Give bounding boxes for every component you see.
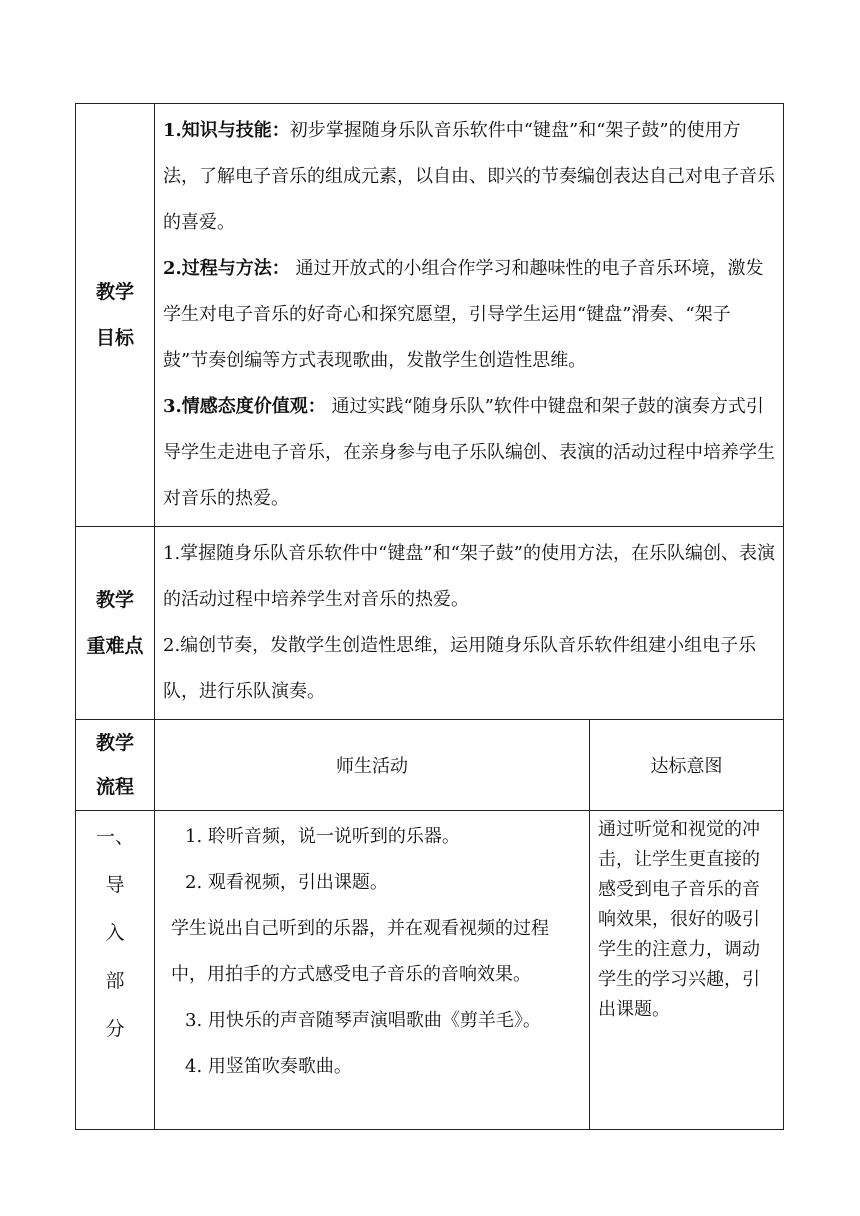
key-points-content (155, 527, 784, 720)
activity-step: 2. 观看视频，引出课题。 (185, 872, 388, 893)
activity-column-header: 师生活动 (155, 720, 590, 811)
objective-attitude: 3.情感态度价值观： 通过实践“随身乐队”软件中键盘和架子鼓的演奏方式引导学生走进电子音乐，在亲身参与电子乐队编创、表演的活动过程中培养学生对音乐的热爱。 (163, 396, 775, 509)
activity-step: 1. 聆听音频，说一说听到的乐器。 (185, 826, 460, 847)
objectives-row (76, 104, 784, 527)
objective-process: 2.过程与方法： 通过开放式的小组合作学习和趣味性的电子音乐环境，激发学生对电子音乐的好奇心和探究愿望，引导学生运用“键盘”滑奏、“架子鼓”节奏创编等方式表现歌曲，发散学生创造性思维。 (163, 258, 764, 371)
activity-step: 4. 用竖笛吹奏歌曲。 (185, 1056, 352, 1077)
intro-section-row (76, 811, 784, 1130)
process-label: 教学 流程 (76, 720, 155, 811)
intro-activities (155, 811, 590, 1130)
intro-intent: 通过听觉和视觉的冲击，让学生更直接的感受到电子音乐的音响效果，很好的吸引学生的注意力，调动学生的学习兴趣，引出课题。 (590, 811, 784, 1130)
intro-stage-label: 一、 导 入 部 分 (76, 811, 155, 1130)
activity-step: 学生说出自己听到的乐器，并在观看视频的过程中，用拍手的方式感受电子音乐的音响效果。 (171, 918, 549, 985)
key-point-1: 1.掌握随身乐队音乐软件中“键盘”和“架子鼓”的使用方法，在乐队编创、表演的活动过程中培养学生对音乐的热爱。 (163, 543, 775, 610)
objective-knowledge: 1.知识与技能：初步掌握随身乐队音乐软件中“键盘”和“架子鼓”的使用方法，了解电子音乐的组成元素，以自由、即兴的节奏编创表达自己对电子音乐的喜爱。 (163, 120, 775, 233)
intent-column-header: 达标意图 (590, 720, 784, 811)
key-point-2: 2.编创节奏，发散学生创造性思维，运用随身乐队音乐软件组建小组电子乐队，进行乐队演奏。 (163, 635, 757, 702)
lesson-plan-table (75, 103, 784, 1130)
objectives-content (155, 104, 784, 527)
activity-step: 3. 用快乐的声音随琴声演唱歌曲《剪羊毛》。 (185, 1010, 541, 1031)
process-header-row (76, 720, 784, 811)
key-points-row (76, 527, 784, 720)
key-points-label: 教学 重难点 (76, 527, 155, 720)
objectives-label: 教学 目标 (76, 104, 155, 527)
